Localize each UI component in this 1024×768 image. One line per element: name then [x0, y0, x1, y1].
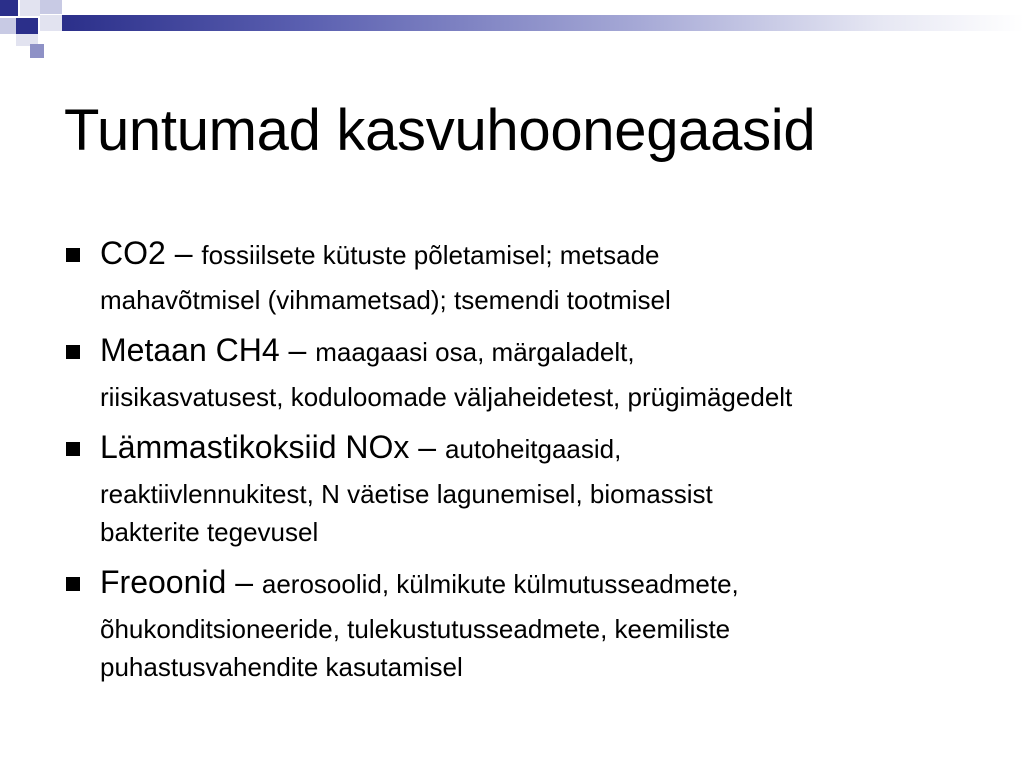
bullet-description-line: õhukonditsioneeride, tulekustutusseadmete, keemiliste [100, 614, 731, 644]
header-gradient-bar [62, 15, 1024, 31]
bullet-term: CO2 [100, 235, 166, 271]
bullet-separator: – [409, 429, 445, 465]
bullet-description: aerosoolid, külmikute külmutusseadmete, [261, 569, 739, 599]
bullet-description-line: reaktiivlennukitest, N väetise lagunemisel, biomassist [100, 479, 713, 509]
decor-square-icon [0, 18, 16, 34]
decor-square-icon [30, 44, 44, 58]
square-bullet-icon [66, 345, 80, 359]
decor-square-icon [0, 0, 18, 16]
bullet-first-line [100, 329, 1014, 378]
bullet-term: Metaan CH4 [100, 332, 280, 368]
header-decoration [0, 0, 1024, 70]
bullet-term: Freoonid [100, 564, 227, 600]
decor-square-icon [40, 15, 62, 31]
bullet-item-nitrous-oxide [64, 426, 1014, 551]
decor-square-icon [20, 0, 40, 16]
bullet-separator: – [226, 564, 262, 600]
bullet-item-freons [64, 561, 1014, 686]
bullet-description-line: puhastusvahendite kasutamisel [100, 652, 463, 682]
bullet-separator: – [165, 235, 202, 271]
square-bullet-icon [66, 577, 80, 591]
bullet-first-line [100, 426, 1014, 475]
decor-square-icon [16, 18, 38, 34]
bullet-list [64, 232, 1014, 696]
square-bullet-icon [66, 442, 80, 456]
bullet-item-methane [64, 329, 1014, 416]
bullet-description-line: mahavõtmisel (vihmametsad); tsemendi tootmisel [100, 285, 671, 315]
bullet-description: maagaasi osa, märgaladelt, [315, 337, 635, 367]
bullet-description-line: bakterite tegevusel [100, 517, 319, 547]
square-bullet-icon [66, 248, 80, 262]
slide-title: Tuntumad kasvuhoonegaasid [64, 98, 816, 163]
bullet-first-line [100, 232, 1014, 281]
bullet-separator: – [279, 332, 316, 368]
bullet-term: Lämmastikoksiid NOx [100, 429, 410, 465]
bullet-description-line: riisikasvatusest, koduloomade väljaheidetest, prügimägedelt [100, 382, 793, 412]
bullet-item-co2 [64, 232, 1014, 319]
bullet-first-line [100, 561, 1014, 610]
decor-square-icon [40, 0, 62, 14]
bullet-description: autoheitgaasid, [444, 434, 622, 464]
bullet-description: fossiilsete kütuste põletamisel; metsade [201, 240, 660, 270]
